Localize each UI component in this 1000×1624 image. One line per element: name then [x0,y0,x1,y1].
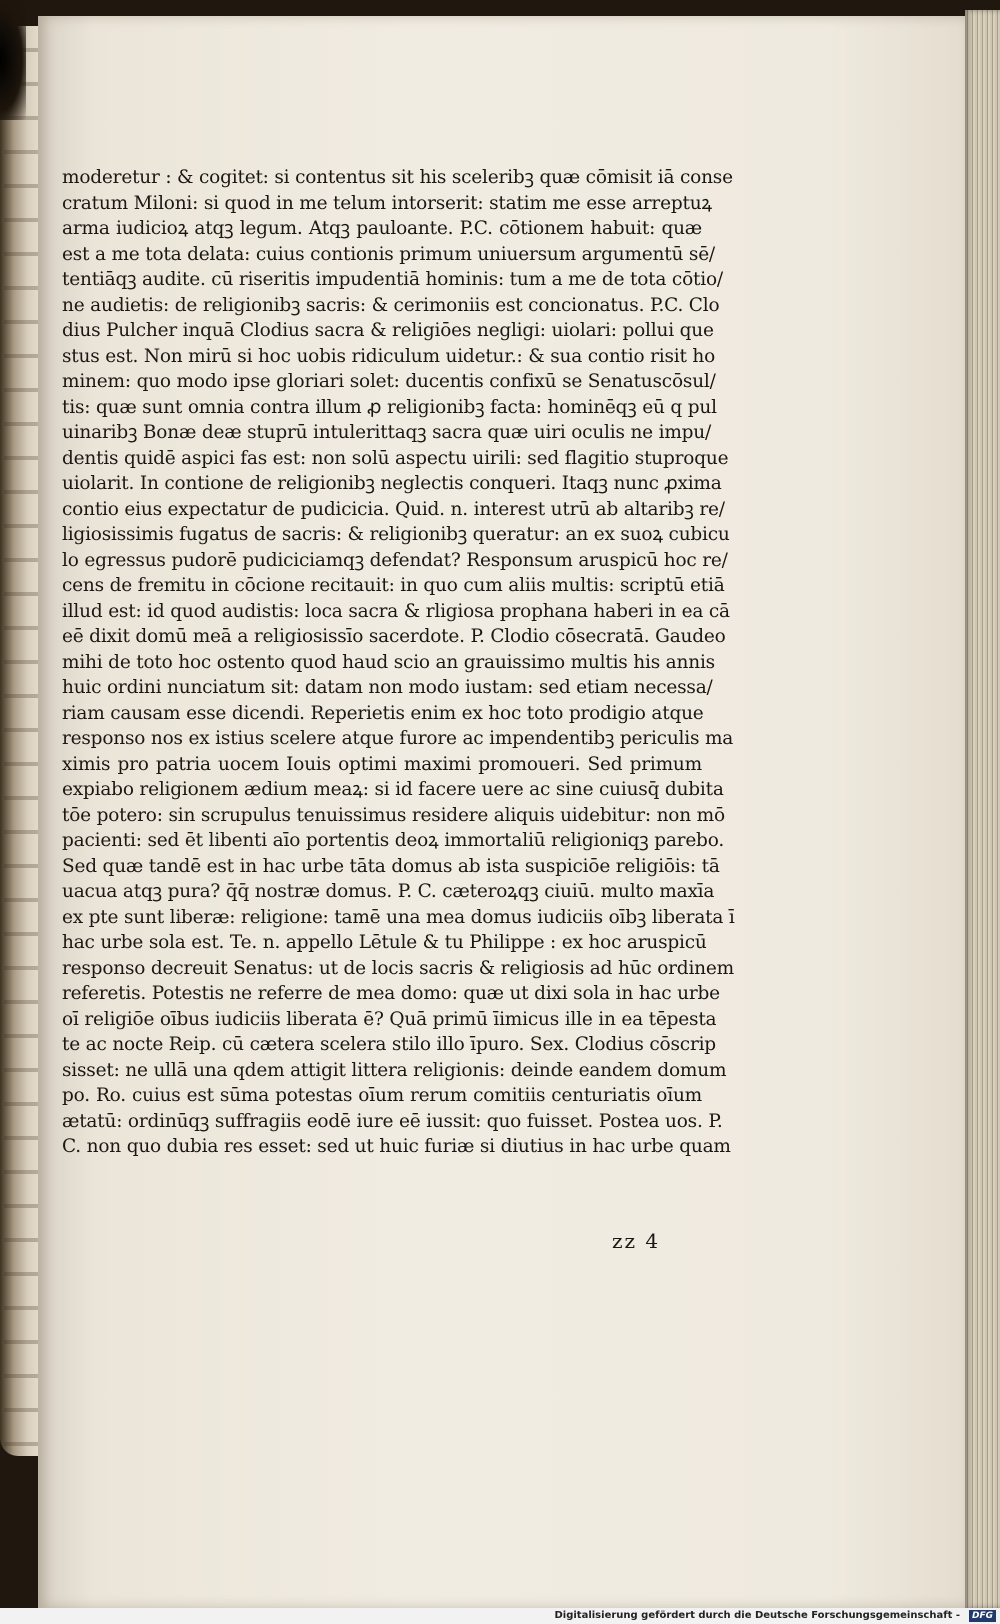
text-line: uinaribꝫ Bonæ deæ stuprū intulerittaqꝫ sacra quæ uiri oculis ne impu/ [62,422,712,443]
adjacent-page-text-bleed [4,26,38,1456]
text-line: cratum Miloni: si quod in me telum intorserit: statim me esse arreptuꝝ [62,192,712,214]
text-line: ximis pro patria uocem Iouis optimi maximi promoueri. Sed primum [62,753,702,775]
text-line: referetis. Potestis ne referre de mea domo: quæ ut dixi sola in hac urbe [62,983,720,1004]
text-line: responso decreuit Senatus: ut de locis sacris & religiosis ad hūc ordinem [62,957,734,979]
text-line: cens de fremitu in cōcione recitauit: in quo cum aliis multis: scriptū etiā [62,575,725,596]
digitization-footer [0,1608,1000,1624]
text-line: illud est: id quod audistis: loca sacra & rligiosa prophana haberi in ea cā [62,600,730,622]
text-line: dius Pulcher inquā Clodius sacra & religiōes negligi: uiolari: pollui que [62,320,714,341]
page-stack-edge [965,10,1000,1608]
text-line: minem: quo modo ipse gloriari solet: ducentis confixū se Senatuscōsul/ [62,371,716,392]
text-line: est a me tota delata: cuius contionis primum uniuersum argumentū sē/ [62,243,715,265]
text-line: tentiāqꝫ audite. cū riseritis impudentiā hominis: tum a me de tota cōtio/ [62,269,723,290]
text-line: po. Ro. cuius est sūma potestas oīum rerum comitiis centuriatis oīum [62,1085,702,1106]
text-line: C. non quo dubia res esset: sed ut huic furiæ si diutius in hac urbe quam [62,1136,731,1157]
text-line: hac urbe sola est. Te. n. appello Lētule & tu Philippe : ex hoc aruspicū [62,932,707,953]
text-line: mihi de toto hoc ostento quod haud scio an grauissimo multis his annis [62,651,715,673]
text-line: ex pte sunt liberæ: religione: tamē una mea domus iudiciis oībꝫ liberata ī [62,906,735,928]
text-line: sisset: ne ullā una qdem attigit littera religionis: deinde eandem domum [62,1059,727,1081]
text-line: expiabo religionem ædium meaꝝ: si id facere uere ac sine cuiusq̄ dubita [62,779,724,800]
text-line: stus est. Non mirū si hoc uobis ridiculum uidetur.: & sua contio risit ho [62,345,716,367]
text-line: Sed quæ tandē est in hac urbe tāta domus ab ista suspiciōe religiōis: tā [62,855,720,877]
text-line: moderetur : & cogitet: si contentus sit his sceleribꝫ quæ cōmisit iā conse [62,167,733,188]
text-line: ligiosissimis fugatus de sacris: & religionibꝫ queratur: an ex suoꝝ cubicu [62,524,730,545]
signature-mark: zz 4 [612,1229,661,1253]
text-line: riam causam esse dicendi. Reperietis enim ex hoc toto prodigio atque [62,702,704,724]
funding-credit: Digitalisierung gefördert durch die Deutsche Forschungsgemeinschaft - [554,1610,960,1621]
text-line: te ac nocte Reip. cū cætera scelera stilo illo īpuro. Sex. Clodius cōscrip [62,1034,716,1055]
text-line: ætatū: ordinūqꝫ suffragiis eodē iure eē iussit: quo fuisset. Postea uos. P. [62,1110,723,1132]
spine-shadow [0,0,26,120]
text-line: uacua atqꝫ pura? q̄q̄ nostræ domus. P. C. cæteroꝝqꝫ ciuiū. multo maxīa [62,881,715,902]
text-line: tis: quæ sunt omnia contra illum ꝓ religionibꝫ facta: hominēqꝫ eū q pul [62,396,717,418]
text-line: responso nos ex istius scelere atque furore ac impendentibꝫ periculis ma [62,728,734,749]
body-text [62,165,735,1160]
text-line: pacienti: sed ēt libenti aīo portentis deoꝝ immortaliū religioniqꝫ parebo. [62,830,724,851]
text-line: contio eius expectatur de pudicicia. Quid. n. interest utrū ab altaribꝫ re/ [62,498,725,520]
text-line: ne audietis: de religionibꝫ sacris: & cerimoniis est concionatus. P.C. Clo [62,294,720,316]
adjacent-page-edge [0,26,40,1456]
text-line: oī religiōe oībus iudiciis liberata ē? Quā primū īimicus ille in ea tēpesta [62,1008,717,1030]
text-line: lo egressus pudorē pudiciciamqꝫ defendat? Responsum aruspicū hoc re/ [62,549,728,571]
text-line: dentis quidē aspici fas est: non solū aspectu uirili: sed flagitio stuproque [62,447,729,469]
dfg-logo: DFG [969,1610,996,1622]
text-line: eē dixit domū meā a religiosissīo sacerdote. P. Clodio cōsecratā. Gaudeo [62,626,726,647]
text-line: huic ordini nunciatum sit: datam non modo iustam: sed etiam necessa/ [62,677,713,698]
text-line: uiolarit. In contione de religionibꝫ neglectis conqueri. Itaqꝫ nunc ꝓxima [62,473,722,494]
text-line: tōe potero: sin scrupulus tenuissimus residere aliquis uidebitur: non mō [62,804,725,826]
text-line: arma iudicioꝝ atqꝫ legum. Atqꝫ pauloante. P.C. cōtionem habuit: quæ [62,218,702,239]
